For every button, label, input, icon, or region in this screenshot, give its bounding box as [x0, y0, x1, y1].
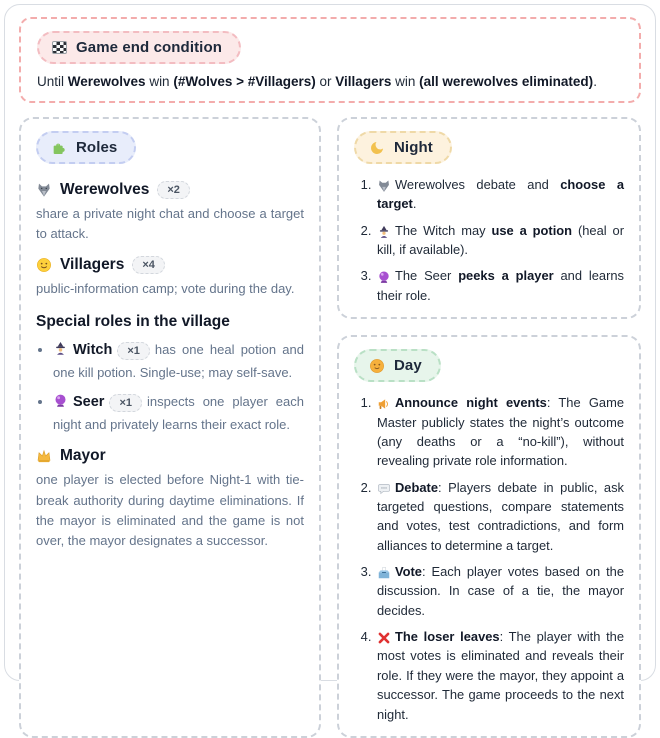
witch-list-item: [53, 339, 304, 383]
werewolves-heading: [36, 181, 304, 199]
werewolves-description: share a private night chat and choose a target to attack.: [36, 206, 304, 242]
roles-badge-label: Roles: [76, 139, 118, 156]
night-step-3: 3. The Seer peeks a player and learns their role.: [375, 266, 624, 305]
speech-balloon-icon: [377, 482, 391, 496]
day-badge: [354, 349, 441, 382]
day-step-4: 4. The loser leaves: The player with the most votes is eliminated and reveals their role. If they were the mayor, they appoint a successor. The game proceeds to the next night.: [375, 627, 624, 724]
roles-column: [19, 117, 321, 738]
crystal-ball-icon: [377, 270, 391, 284]
night-badge-label: Night: [394, 139, 433, 156]
seer-description: inspects one player each night and privately learns their exact role.: [53, 394, 304, 432]
day-badge-label: Day: [394, 357, 422, 375]
day-box: [337, 335, 641, 738]
villagers-count-badge: ×4: [132, 256, 165, 274]
night-steps-list: [354, 175, 624, 305]
seer-title: Seer: [73, 394, 105, 411]
witch-description: has one heal potion and one kill potion. Single-use; may self-save.: [53, 342, 304, 380]
smiley-icon: [36, 257, 52, 273]
werewolves-count-badge: ×2: [157, 181, 190, 199]
mayor-heading: [36, 447, 304, 465]
game-end-condition-label: Game end condition: [76, 39, 222, 56]
witch-count-badge: ×1: [117, 342, 150, 360]
crown-icon: [36, 448, 52, 464]
roles-box: [19, 117, 321, 738]
day-step-2: 2. Debate: Players debate in public, ask targeted questions, compare statements and votes, test contradictions, and form alliances to determine a target.: [375, 478, 624, 555]
night-box: [337, 117, 641, 319]
villagers-title: Villagers: [60, 256, 125, 274]
phases-column: [337, 117, 641, 738]
megaphone-icon: [377, 397, 391, 411]
special-roles-list: [36, 339, 304, 435]
day-step-1: 1. Announce night events: The Game Master publicly states the night’s outcome (any deaths or a “no-kill”), without revealing private role information.: [375, 393, 624, 470]
ballot-box-icon: [377, 566, 391, 580]
game-end-condition-text: Until Werewolves win (#Wolves > #Villagers) or Villagers win (all werewolves eliminated).: [37, 74, 597, 89]
mayor-title: Mayor: [60, 447, 106, 465]
wolf-icon: [36, 182, 52, 198]
puzzle-icon: [51, 140, 67, 156]
villagers-description: public-information camp; vote during the day.: [36, 281, 295, 297]
rules-card: [4, 4, 656, 722]
game-end-condition-box: [19, 17, 641, 103]
roles-badge: [36, 131, 136, 164]
witch-title: Witch: [73, 342, 113, 359]
crescent-moon-icon: [369, 140, 385, 156]
cross-mark-icon: [377, 631, 391, 645]
night-step-2: 2. The Witch may use a potion (heal or kill, if available).: [375, 221, 624, 260]
villagers-heading: [36, 256, 304, 274]
day-steps-list: [354, 393, 624, 724]
day-smiley-icon: [369, 358, 385, 374]
special-roles-heading: Special roles in the village: [36, 313, 230, 331]
werewolves-title: Werewolves: [60, 181, 150, 198]
checkered-flag-icon: [52, 41, 67, 54]
wolf-icon: [377, 179, 391, 193]
seer-list-item: [53, 391, 304, 435]
witch-icon: [53, 341, 68, 356]
night-step-1: 1. Werewolves debate and choose a target.: [375, 175, 624, 214]
two-column-layout: [19, 117, 641, 738]
seer-count-badge: ×1: [109, 394, 142, 412]
day-step-3: 3. Vote: Each player votes based on the discussion. In case of a tie, the mayor decides.: [375, 562, 624, 620]
witch-icon: [377, 225, 391, 239]
crystal-ball-icon: [53, 393, 68, 408]
mayor-description: one player is elected before Night-1 with tie-break authority during daytime eliminations. If the mayor is eliminated and the game is not over, the mayor designates a successor.: [36, 472, 304, 548]
night-badge: [354, 131, 452, 164]
game-end-condition-badge: [37, 31, 241, 64]
